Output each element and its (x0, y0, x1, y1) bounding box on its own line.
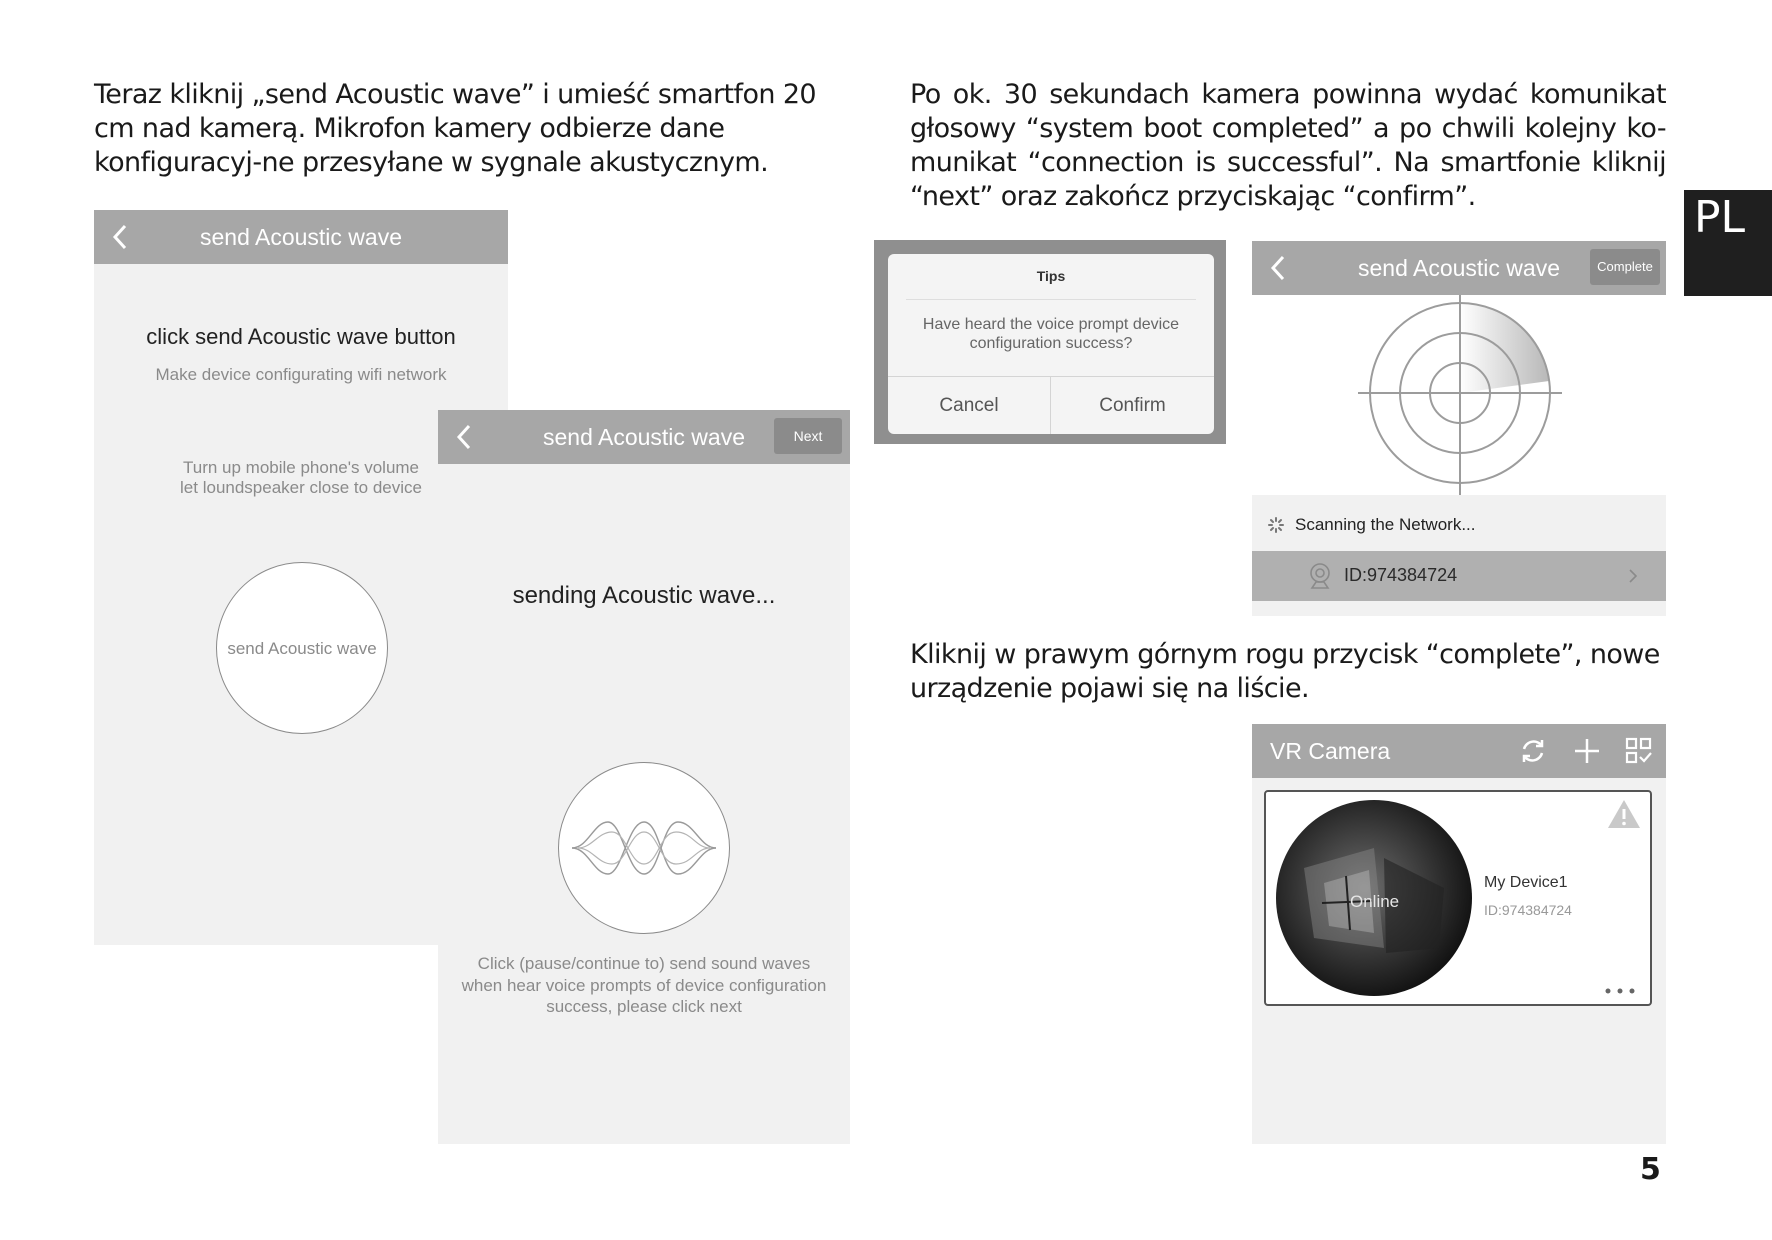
next-button[interactable]: Next (774, 418, 842, 454)
middle-paragraph: Kliknij w prawym górnym rogu przycisk “complete”, nowe urządzenie pojawi się na liście. (910, 639, 1660, 704)
device-row[interactable] (1252, 551, 1666, 601)
device-name: My Device1 (1484, 874, 1568, 891)
radar-icon (1252, 295, 1666, 495)
pause-hint-line1: Click (pause/continue to) send sound waves (477, 954, 811, 973)
send-wave-button-label: send Acoustic wave (227, 639, 377, 658)
screen-title: VR Camera (1270, 738, 1391, 764)
dialog-divider (906, 299, 1196, 300)
loading-spinner-icon (1268, 517, 1284, 533)
screen-title: send Acoustic wave (199, 224, 402, 250)
screen-header (1252, 724, 1666, 778)
camera-icon (1308, 562, 1332, 590)
right-paragraph: Po ok. 30 sekundach kamera powinna wydać komunikat głosowy “system boot completed” a po chwili kolejny ko-munikat “connection is successful”. Na smartfonie kliknij “next” oraz zakończ przyciskając “confirm”. (910, 79, 1666, 212)
screen-header (1252, 241, 1666, 295)
page-number: 5 (1640, 1152, 1661, 1187)
tips-dialog (888, 254, 1214, 434)
volume-hint-line2: let loundspeaker close to device (180, 478, 422, 497)
send-wave-button[interactable] (216, 562, 388, 734)
sound-wave-icon (558, 762, 730, 934)
screen-device-list (1252, 724, 1666, 1144)
dialog-message-line2: configuration success? (969, 335, 1133, 352)
language-tab: PL (1684, 190, 1772, 296)
grid-icon[interactable] (1624, 736, 1654, 766)
sending-status: sending Acoustic wave... (512, 582, 776, 609)
add-icon[interactable] (1572, 736, 1602, 766)
dialog-message-line1: Have heard the voice prompt device (922, 316, 1180, 333)
screen-scanning (1252, 241, 1666, 616)
left-paragraph: Teraz kliknij „send Acoustic wave” i umieść smartfon 20 cm nad kamerą. Mikrofon kamery odbierze dane konfiguracyj-ne przesyłane w sygnale akustycznym. (94, 79, 817, 178)
online-status: Online (1350, 892, 1400, 911)
instruction-subheading: Make device configurating wifi network (155, 365, 447, 384)
more-options-icon[interactable] (1604, 986, 1636, 996)
device-id: ID:974384724 (1344, 565, 1458, 585)
instruction-heading: click send Acoustic wave button (146, 324, 456, 349)
screen-header (94, 210, 508, 264)
radar-area (1252, 295, 1666, 495)
refresh-icon[interactable] (1518, 736, 1548, 766)
sound-wave-toggle[interactable] (558, 762, 730, 934)
tips-dialog-frame (874, 240, 1226, 444)
complete-button[interactable]: Complete (1590, 249, 1660, 285)
screen-title: send Acoustic wave (542, 424, 745, 450)
chevron-right-icon (1628, 568, 1638, 584)
cancel-button[interactable]: Cancel (939, 395, 999, 416)
device-id: ID:974384724 (1484, 902, 1572, 918)
screen-header (438, 410, 850, 464)
dialog-title: Tips (1036, 268, 1066, 284)
pause-hint-line2: when hear voice prompts of device configuration (461, 976, 827, 995)
confirm-button[interactable]: Confirm (1099, 395, 1166, 416)
warning-icon[interactable] (1606, 798, 1642, 830)
screen-sending-wave (438, 410, 850, 1144)
screen-title: send Acoustic wave (1357, 255, 1560, 281)
scanning-text: Scanning the Network... (1295, 515, 1476, 534)
device-card[interactable] (1264, 790, 1652, 1006)
volume-hint-line1: Turn up mobile phone's volume (182, 458, 420, 477)
pause-hint-line3: success, please click next (546, 997, 742, 1016)
